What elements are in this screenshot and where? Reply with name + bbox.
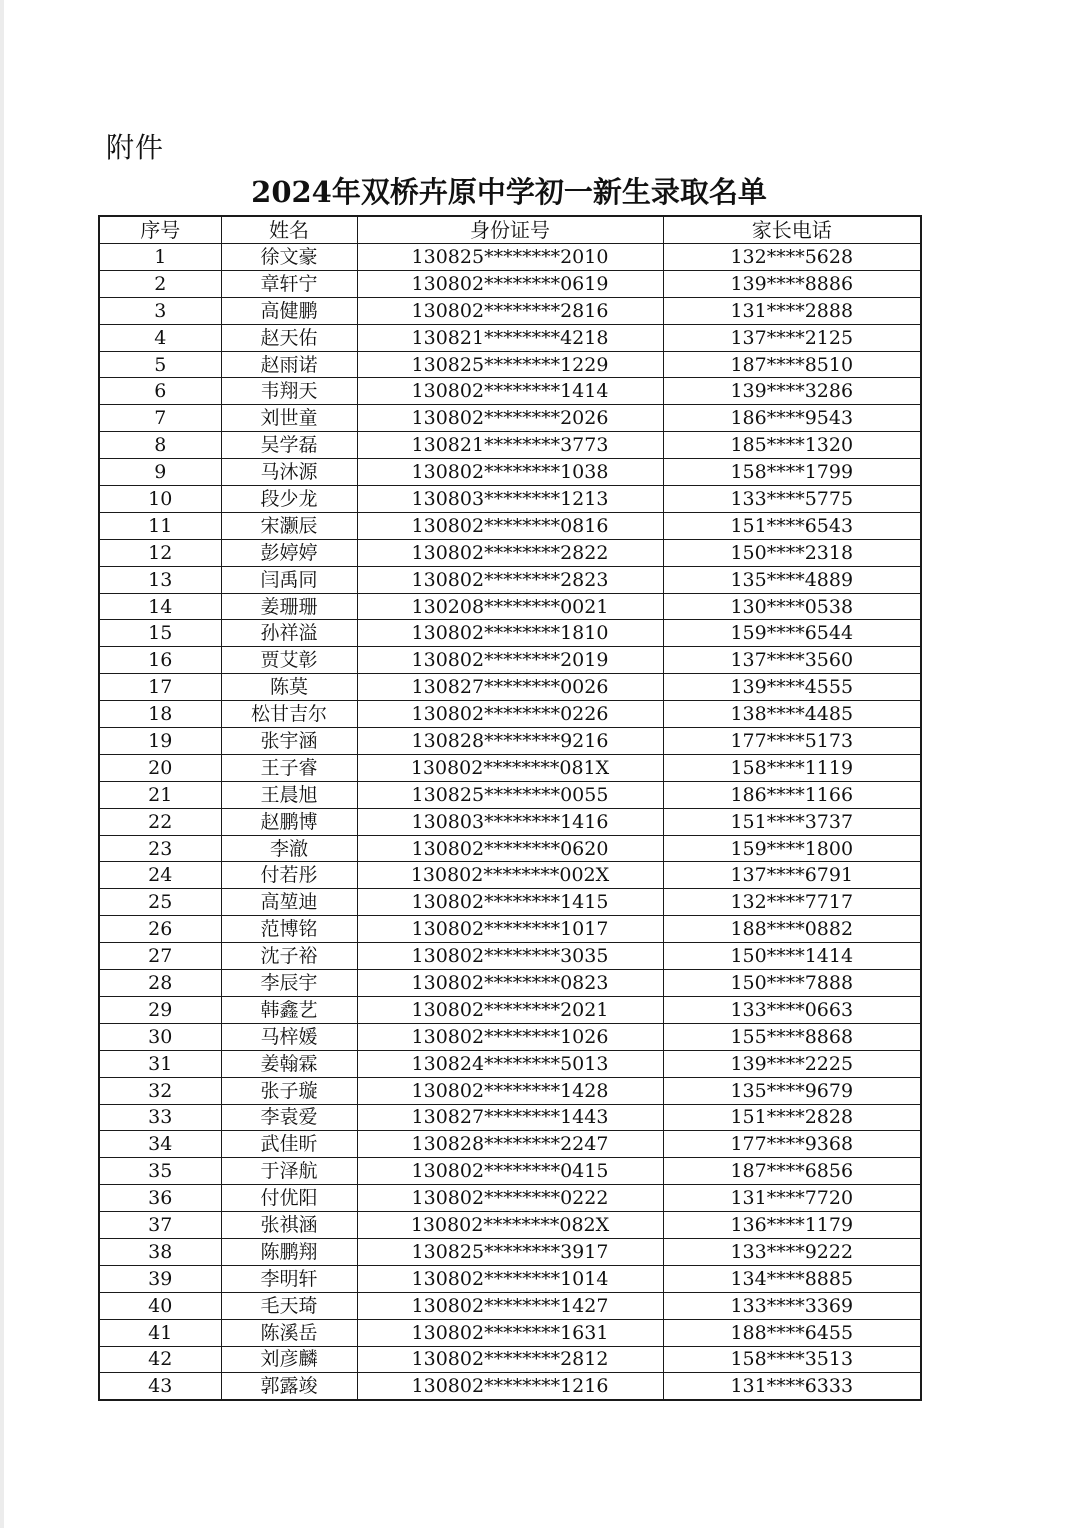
cell-index: 21 — [99, 781, 221, 808]
cell-id-number: 130802********0619 — [357, 270, 663, 297]
cell-name: 张宇涵 — [221, 728, 357, 755]
cell-parent-phone: 139****8886 — [663, 270, 921, 297]
cell-parent-phone: 155****8868 — [663, 1023, 921, 1050]
cell-parent-phone: 158****3513 — [663, 1346, 921, 1373]
cell-parent-phone: 133****3369 — [663, 1292, 921, 1319]
cell-id-number: 130802********1427 — [357, 1292, 663, 1319]
table-row — [99, 674, 921, 701]
cell-name: 赵鹏博 — [221, 808, 357, 835]
cell-index: 7 — [99, 405, 221, 432]
cell-name: 王子睿 — [221, 754, 357, 781]
cell-name: 陈莫 — [221, 674, 357, 701]
table-row — [99, 1185, 921, 1212]
table-row — [99, 486, 921, 513]
cell-name: 韩鑫艺 — [221, 996, 357, 1023]
cell-parent-phone: 187****6856 — [663, 1158, 921, 1185]
cell-name: 赵雨诺 — [221, 351, 357, 378]
cell-index: 4 — [99, 324, 221, 351]
cell-parent-phone: 185****1320 — [663, 432, 921, 459]
cell-id-number: 130802********0415 — [357, 1158, 663, 1185]
cell-name: 于泽航 — [221, 1158, 357, 1185]
cell-index: 29 — [99, 996, 221, 1023]
cell-index: 35 — [99, 1158, 221, 1185]
cell-id-number: 130802********2812 — [357, 1346, 663, 1373]
table-body — [99, 244, 921, 1401]
cell-id-number: 130802********0620 — [357, 835, 663, 862]
cell-parent-phone: 131****7720 — [663, 1185, 921, 1212]
cell-parent-phone: 136****1179 — [663, 1212, 921, 1239]
cell-index: 17 — [99, 674, 221, 701]
cell-parent-phone: 132****7717 — [663, 889, 921, 916]
cell-name: 宋灏辰 — [221, 512, 357, 539]
cell-name: 姜珊珊 — [221, 593, 357, 620]
cell-index: 26 — [99, 916, 221, 943]
cell-name: 张子璇 — [221, 1077, 357, 1104]
cell-name: 陈鹏翔 — [221, 1238, 357, 1265]
table-row — [99, 862, 921, 889]
cell-index: 14 — [99, 593, 221, 620]
cell-parent-phone: 150****1414 — [663, 943, 921, 970]
table-row — [99, 1265, 921, 1292]
cell-id-number: 130802********1017 — [357, 916, 663, 943]
header-id-number: 身份证号 — [357, 216, 663, 244]
cell-id-number: 130821********3773 — [357, 432, 663, 459]
table-row — [99, 1050, 921, 1077]
cell-parent-phone: 131****2888 — [663, 297, 921, 324]
cell-parent-phone: 151****6543 — [663, 512, 921, 539]
cell-name: 韦翔天 — [221, 378, 357, 405]
cell-index: 12 — [99, 539, 221, 566]
cell-parent-phone: 139****2225 — [663, 1050, 921, 1077]
cell-name: 吴学磊 — [221, 432, 357, 459]
table-row — [99, 378, 921, 405]
cell-parent-phone: 186****1166 — [663, 781, 921, 808]
cell-id-number: 130802********082X — [357, 1212, 663, 1239]
cell-index: 24 — [99, 862, 221, 889]
cell-id-number: 130208********0021 — [357, 593, 663, 620]
cell-index: 18 — [99, 701, 221, 728]
cell-name: 李袁爱 — [221, 1104, 357, 1131]
cell-id-number: 130802********2823 — [357, 566, 663, 593]
cell-id-number: 130802********1415 — [357, 889, 663, 916]
cell-name: 松甘吉尔 — [221, 701, 357, 728]
header-name: 姓名 — [221, 216, 357, 244]
cell-name: 闫禹同 — [221, 566, 357, 593]
cell-index: 36 — [99, 1185, 221, 1212]
table-row — [99, 405, 921, 432]
admission-table — [98, 215, 922, 1401]
table-row — [99, 566, 921, 593]
table-row — [99, 620, 921, 647]
cell-name: 毛天琦 — [221, 1292, 357, 1319]
table-row — [99, 916, 921, 943]
cell-index: 31 — [99, 1050, 221, 1077]
table-row — [99, 593, 921, 620]
cell-id-number: 130802********2026 — [357, 405, 663, 432]
cell-index: 23 — [99, 835, 221, 862]
table-row — [99, 459, 921, 486]
cell-parent-phone: 139****3286 — [663, 378, 921, 405]
cell-parent-phone: 133****0663 — [663, 996, 921, 1023]
cell-index: 34 — [99, 1131, 221, 1158]
cell-name: 沈子裕 — [221, 943, 357, 970]
cell-id-number: 130802********0226 — [357, 701, 663, 728]
cell-parent-phone: 177****9368 — [663, 1131, 921, 1158]
cell-index: 13 — [99, 566, 221, 593]
cell-name: 武佳昕 — [221, 1131, 357, 1158]
cell-parent-phone: 159****1800 — [663, 835, 921, 862]
cell-id-number: 130802********3035 — [357, 943, 663, 970]
table-row — [99, 835, 921, 862]
cell-parent-phone: 150****7888 — [663, 970, 921, 997]
cell-index: 1 — [99, 244, 221, 271]
cell-parent-phone: 159****6544 — [663, 620, 921, 647]
table-row — [99, 324, 921, 351]
cell-parent-phone: 158****1119 — [663, 754, 921, 781]
cell-id-number: 130802********1428 — [357, 1077, 663, 1104]
cell-index: 20 — [99, 754, 221, 781]
cell-id-number: 130827********0026 — [357, 674, 663, 701]
cell-parent-phone: 186****9543 — [663, 405, 921, 432]
table-row — [99, 701, 921, 728]
cell-index: 30 — [99, 1023, 221, 1050]
cell-parent-phone: 158****1799 — [663, 459, 921, 486]
cell-id-number: 130803********1213 — [357, 486, 663, 513]
table-row — [99, 1077, 921, 1104]
cell-index: 15 — [99, 620, 221, 647]
table-row — [99, 996, 921, 1023]
table-row — [99, 754, 921, 781]
cell-id-number: 130825********0055 — [357, 781, 663, 808]
table-row — [99, 351, 921, 378]
cell-parent-phone: 135****4889 — [663, 566, 921, 593]
cell-index: 2 — [99, 270, 221, 297]
table-row — [99, 1104, 921, 1131]
table-row — [99, 1023, 921, 1050]
cell-name: 陈溪岳 — [221, 1319, 357, 1346]
cell-name: 刘世童 — [221, 405, 357, 432]
table-row — [99, 539, 921, 566]
cell-id-number: 130802********1810 — [357, 620, 663, 647]
cell-parent-phone: 187****8510 — [663, 351, 921, 378]
cell-index: 41 — [99, 1319, 221, 1346]
table-row — [99, 647, 921, 674]
header-index: 序号 — [99, 216, 221, 244]
attachment-label: 附件 — [106, 131, 165, 164]
cell-index: 27 — [99, 943, 221, 970]
table-row — [99, 432, 921, 459]
cell-parent-phone: 188****6455 — [663, 1319, 921, 1346]
table-row — [99, 808, 921, 835]
cell-index: 16 — [99, 647, 221, 674]
cell-id-number: 130802********2021 — [357, 996, 663, 1023]
table-row — [99, 512, 921, 539]
cell-index: 32 — [99, 1077, 221, 1104]
cell-name: 姜翰霖 — [221, 1050, 357, 1077]
table-row — [99, 781, 921, 808]
table-row — [99, 297, 921, 324]
cell-name: 李辰宇 — [221, 970, 357, 997]
cell-index: 43 — [99, 1373, 221, 1400]
cell-id-number: 130825********1229 — [357, 351, 663, 378]
cell-id-number: 130828********9216 — [357, 728, 663, 755]
cell-parent-phone: 135****9679 — [663, 1077, 921, 1104]
cell-parent-phone: 131****6333 — [663, 1373, 921, 1400]
cell-id-number: 130802********1631 — [357, 1319, 663, 1346]
cell-index: 42 — [99, 1346, 221, 1373]
cell-name: 贾艾彰 — [221, 647, 357, 674]
table-row — [99, 1158, 921, 1185]
cell-index: 33 — [99, 1104, 221, 1131]
header-row — [99, 216, 921, 244]
document-title: 2024年双桥卉原中学初一新生录取名单 — [251, 175, 767, 209]
cell-parent-phone: 130****0538 — [663, 593, 921, 620]
header-parent-phone: 家长电话 — [663, 216, 921, 244]
cell-index: 10 — [99, 486, 221, 513]
table-row — [99, 244, 921, 271]
cell-name: 范博铭 — [221, 916, 357, 943]
cell-id-number: 130828********2247 — [357, 1131, 663, 1158]
cell-index: 8 — [99, 432, 221, 459]
cell-name: 高堃迪 — [221, 889, 357, 916]
cell-id-number: 130802********1414 — [357, 378, 663, 405]
cell-name: 段少龙 — [221, 486, 357, 513]
cell-name: 徐文豪 — [221, 244, 357, 271]
cell-index: 3 — [99, 297, 221, 324]
cell-name: 张祺涵 — [221, 1212, 357, 1239]
cell-parent-phone: 150****2318 — [663, 539, 921, 566]
cell-id-number: 130802********0222 — [357, 1185, 663, 1212]
cell-index: 5 — [99, 351, 221, 378]
table-row — [99, 1346, 921, 1373]
cell-index: 40 — [99, 1292, 221, 1319]
cell-parent-phone: 139****4555 — [663, 674, 921, 701]
cell-parent-phone: 134****8885 — [663, 1265, 921, 1292]
cell-id-number: 130802********002X — [357, 862, 663, 889]
cell-name: 李明轩 — [221, 1265, 357, 1292]
cell-index: 11 — [99, 512, 221, 539]
cell-id-number: 130802********0816 — [357, 512, 663, 539]
cell-id-number: 130802********1026 — [357, 1023, 663, 1050]
cell-id-number: 130802********2019 — [357, 647, 663, 674]
cell-name: 孙祥溢 — [221, 620, 357, 647]
table-row — [99, 270, 921, 297]
cell-name: 王晨旭 — [221, 781, 357, 808]
cell-id-number: 130825********2010 — [357, 244, 663, 271]
cell-name: 付优阳 — [221, 1185, 357, 1212]
table-row — [99, 1212, 921, 1239]
cell-id-number: 130821********4218 — [357, 324, 663, 351]
cell-name: 李澈 — [221, 835, 357, 862]
cell-index: 6 — [99, 378, 221, 405]
cell-name: 赵天佑 — [221, 324, 357, 351]
table-row — [99, 728, 921, 755]
cell-index: 37 — [99, 1212, 221, 1239]
cell-name: 章轩宁 — [221, 270, 357, 297]
cell-parent-phone: 188****0882 — [663, 916, 921, 943]
cell-index: 28 — [99, 970, 221, 997]
cell-id-number: 130802********1216 — [357, 1373, 663, 1400]
cell-parent-phone: 138****4485 — [663, 701, 921, 728]
cell-name: 郭露竣 — [221, 1373, 357, 1400]
table-row — [99, 1131, 921, 1158]
table-row — [99, 1319, 921, 1346]
table-row — [99, 1238, 921, 1265]
cell-name: 马沐源 — [221, 459, 357, 486]
cell-id-number: 130802********2822 — [357, 539, 663, 566]
cell-parent-phone: 133****9222 — [663, 1238, 921, 1265]
cell-name: 马梓媛 — [221, 1023, 357, 1050]
table-row — [99, 889, 921, 916]
cell-id-number: 130802********1038 — [357, 459, 663, 486]
cell-index: 22 — [99, 808, 221, 835]
cell-parent-phone: 137****3560 — [663, 647, 921, 674]
table-row — [99, 1292, 921, 1319]
cell-parent-phone: 132****5628 — [663, 244, 921, 271]
cell-index: 9 — [99, 459, 221, 486]
cell-name: 彭婷婷 — [221, 539, 357, 566]
cell-id-number: 130825********3917 — [357, 1238, 663, 1265]
cell-name: 高健鹏 — [221, 297, 357, 324]
table-row — [99, 1373, 921, 1400]
cell-id-number: 130802********2816 — [357, 297, 663, 324]
cell-id-number: 130827********1443 — [357, 1104, 663, 1131]
cell-index: 19 — [99, 728, 221, 755]
cell-parent-phone: 137****6791 — [663, 862, 921, 889]
table-row — [99, 970, 921, 997]
cell-parent-phone: 151****3737 — [663, 808, 921, 835]
cell-parent-phone: 137****2125 — [663, 324, 921, 351]
cell-id-number: 130824********5013 — [357, 1050, 663, 1077]
page-edge — [0, 0, 4, 1528]
cell-id-number: 130802********081X — [357, 754, 663, 781]
cell-name: 付若彤 — [221, 862, 357, 889]
cell-id-number: 130802********1014 — [357, 1265, 663, 1292]
table-row — [99, 943, 921, 970]
cell-index: 38 — [99, 1238, 221, 1265]
cell-parent-phone: 133****5775 — [663, 486, 921, 513]
cell-parent-phone: 177****5173 — [663, 728, 921, 755]
cell-id-number: 130802********0823 — [357, 970, 663, 997]
cell-index: 39 — [99, 1265, 221, 1292]
cell-parent-phone: 151****2828 — [663, 1104, 921, 1131]
cell-name: 刘彦麟 — [221, 1346, 357, 1373]
cell-index: 25 — [99, 889, 221, 916]
cell-id-number: 130803********1416 — [357, 808, 663, 835]
table-header — [99, 216, 921, 244]
